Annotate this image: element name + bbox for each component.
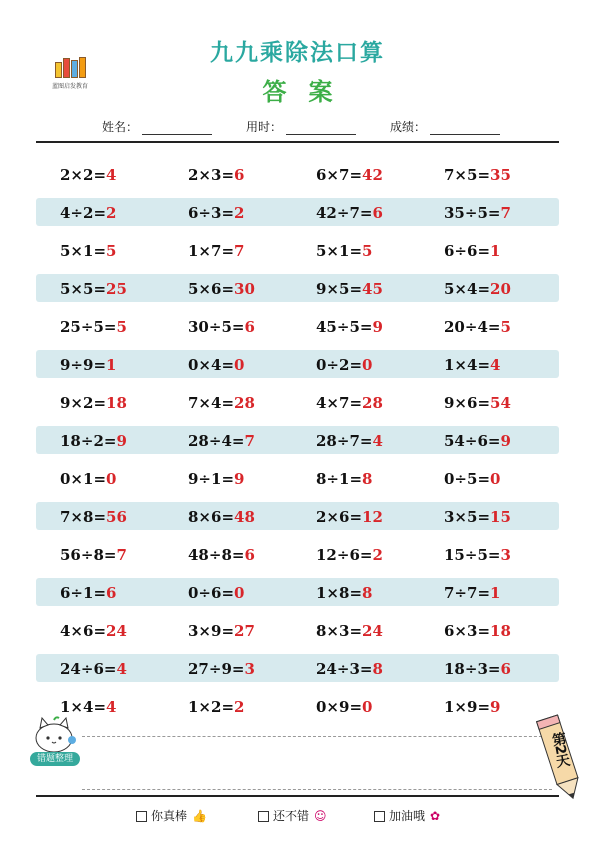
question: 2×6= bbox=[316, 508, 363, 526]
question: 0÷2= bbox=[316, 356, 363, 374]
problem-row bbox=[36, 578, 559, 606]
answer: 35 bbox=[490, 166, 511, 184]
problem-cell bbox=[60, 350, 116, 378]
answer: 9 bbox=[116, 432, 127, 450]
question: 7×8= bbox=[60, 508, 107, 526]
problem-cell bbox=[188, 198, 244, 226]
question: 6×7= bbox=[316, 166, 363, 184]
problem-cell bbox=[444, 388, 511, 416]
problem-cell bbox=[316, 578, 372, 606]
name-blank[interactable] bbox=[142, 122, 212, 135]
question: 25÷5= bbox=[60, 318, 117, 336]
answer: 6 bbox=[372, 204, 383, 222]
answer: 15 bbox=[490, 508, 511, 526]
question: 7×5= bbox=[444, 166, 491, 184]
answer: 25 bbox=[106, 280, 127, 298]
answer: 48 bbox=[234, 508, 255, 526]
problem-cell bbox=[444, 616, 511, 644]
cheer-bird-icon: ✿ bbox=[430, 809, 441, 823]
rating-label: 你真棒 bbox=[151, 809, 188, 823]
question: 4×7= bbox=[316, 394, 363, 412]
answer: 0 bbox=[490, 470, 501, 488]
question: 6÷6= bbox=[444, 242, 491, 260]
answer: 28 bbox=[234, 394, 255, 412]
question: 12÷6= bbox=[316, 546, 373, 564]
question: 0×4= bbox=[188, 356, 235, 374]
page-subtitle: 答案 bbox=[262, 78, 355, 106]
problem-cell bbox=[316, 388, 383, 416]
answer: 27 bbox=[234, 622, 255, 640]
problem-cell bbox=[188, 654, 255, 682]
rating-checkbox[interactable] bbox=[136, 811, 147, 822]
question: 1×8= bbox=[316, 584, 363, 602]
question: 5×1= bbox=[60, 242, 107, 260]
question: 5×6= bbox=[188, 280, 235, 298]
question: 20÷4= bbox=[444, 318, 501, 336]
answer: 7 bbox=[244, 432, 255, 450]
answer: 2 bbox=[234, 204, 245, 222]
header-divider bbox=[36, 141, 559, 143]
question: 1×4= bbox=[444, 356, 491, 374]
answer: 4 bbox=[372, 432, 383, 450]
problem-row bbox=[36, 616, 559, 644]
question: 27÷9= bbox=[188, 660, 245, 678]
answer: 2 bbox=[234, 698, 245, 716]
problem-cell bbox=[444, 236, 500, 264]
question: 9×5= bbox=[316, 280, 363, 298]
answer: 5 bbox=[362, 242, 373, 260]
question: 6×3= bbox=[444, 622, 491, 640]
question: 30÷5= bbox=[188, 318, 245, 336]
time-label: 用时： bbox=[246, 120, 283, 134]
question: 7÷7= bbox=[444, 584, 491, 602]
answer: 56 bbox=[106, 508, 127, 526]
problem-cell bbox=[316, 616, 383, 644]
problem-cell bbox=[316, 502, 383, 530]
problem-row bbox=[36, 426, 559, 454]
problem-cell bbox=[60, 502, 127, 530]
rating-option[interactable] bbox=[258, 807, 327, 824]
answer: 6 bbox=[234, 166, 245, 184]
answer: 1 bbox=[106, 356, 117, 374]
question: 4÷2= bbox=[60, 204, 107, 222]
question: 1×4= bbox=[60, 698, 107, 716]
answer: 7 bbox=[500, 204, 511, 222]
problem-cell bbox=[316, 274, 383, 302]
question: 35÷5= bbox=[444, 204, 501, 222]
problem-cell bbox=[444, 160, 511, 188]
problem-row bbox=[36, 502, 559, 530]
problem-cell bbox=[60, 388, 127, 416]
problem-cell bbox=[60, 426, 127, 454]
answer: 5 bbox=[500, 318, 511, 336]
problem-row bbox=[36, 198, 559, 226]
problem-row bbox=[36, 236, 559, 264]
answer: 4 bbox=[116, 660, 127, 678]
question: 6÷3= bbox=[188, 204, 235, 222]
answer: 0 bbox=[106, 470, 117, 488]
problem-grid bbox=[36, 160, 559, 730]
problem-row bbox=[36, 654, 559, 682]
cat-mascot-icon bbox=[30, 716, 82, 756]
answer: 0 bbox=[362, 356, 373, 374]
answer: 0 bbox=[362, 698, 373, 716]
problem-cell bbox=[316, 426, 383, 454]
rating-option[interactable] bbox=[136, 807, 207, 824]
problem-cell bbox=[316, 654, 383, 682]
mascot bbox=[30, 716, 82, 772]
problem-cell bbox=[444, 654, 511, 682]
question: 1×2= bbox=[188, 698, 235, 716]
problem-cell bbox=[444, 312, 511, 340]
answer: 5 bbox=[116, 318, 127, 336]
question: 8×3= bbox=[316, 622, 363, 640]
question: 24÷6= bbox=[60, 660, 117, 678]
question: 54÷6= bbox=[444, 432, 501, 450]
score-field[interactable] bbox=[390, 118, 500, 135]
problem-cell bbox=[316, 236, 372, 264]
answer: 24 bbox=[106, 622, 127, 640]
name-field[interactable] bbox=[102, 118, 212, 135]
problem-cell bbox=[444, 540, 511, 568]
question: 8×6= bbox=[188, 508, 235, 526]
problem-cell bbox=[60, 274, 127, 302]
question: 18÷2= bbox=[60, 432, 117, 450]
answer: 18 bbox=[106, 394, 127, 412]
question: 9×2= bbox=[60, 394, 107, 412]
answer: 8 bbox=[362, 470, 373, 488]
answer: 4 bbox=[106, 698, 117, 716]
answer: 54 bbox=[490, 394, 511, 412]
problem-row bbox=[36, 274, 559, 302]
answer: 18 bbox=[490, 622, 511, 640]
question: 9×6= bbox=[444, 394, 491, 412]
problem-cell bbox=[60, 616, 127, 644]
problem-cell bbox=[188, 578, 244, 606]
question: 9÷9= bbox=[60, 356, 107, 374]
problem-cell bbox=[444, 578, 500, 606]
score-label: 成绩： bbox=[390, 120, 427, 134]
problem-cell bbox=[444, 464, 500, 492]
problem-cell bbox=[60, 654, 127, 682]
problem-cell bbox=[188, 616, 255, 644]
problem-row bbox=[36, 160, 559, 188]
answer: 7 bbox=[116, 546, 127, 564]
answer: 3 bbox=[244, 660, 255, 678]
mistakes-label: 错题整理 bbox=[30, 752, 80, 766]
question: 5×4= bbox=[444, 280, 491, 298]
problem-cell bbox=[444, 692, 500, 720]
question: 7×4= bbox=[188, 394, 235, 412]
question: 0×9= bbox=[316, 698, 363, 716]
answer: 9 bbox=[372, 318, 383, 336]
cat-face-icon: ☺ bbox=[314, 809, 327, 823]
answer: 6 bbox=[244, 546, 255, 564]
problem-cell bbox=[188, 502, 255, 530]
problem-cell bbox=[60, 578, 116, 606]
question: 1×9= bbox=[444, 698, 491, 716]
answer: 42 bbox=[362, 166, 383, 184]
problem-cell bbox=[316, 160, 383, 188]
answer: 2 bbox=[372, 546, 383, 564]
answer: 45 bbox=[362, 280, 383, 298]
problem-cell bbox=[316, 350, 372, 378]
problem-cell bbox=[188, 312, 255, 340]
score-blank[interactable] bbox=[430, 122, 500, 135]
problem-cell bbox=[444, 350, 500, 378]
rating-option[interactable] bbox=[374, 807, 440, 824]
answer: 12 bbox=[362, 508, 383, 526]
footer-divider bbox=[36, 795, 559, 797]
problem-cell bbox=[60, 198, 116, 226]
answer: 1 bbox=[490, 584, 501, 602]
problem-row bbox=[36, 312, 559, 340]
answer: 0 bbox=[234, 584, 245, 602]
question: 45÷5= bbox=[316, 318, 373, 336]
problem-cell bbox=[60, 312, 127, 340]
answer: 8 bbox=[372, 660, 383, 678]
question: 6÷1= bbox=[60, 584, 107, 602]
question: 0÷5= bbox=[444, 470, 491, 488]
day-badge: 第2天 bbox=[549, 730, 571, 768]
problem-cell bbox=[316, 198, 383, 226]
question: 0÷6= bbox=[188, 584, 235, 602]
problem-cell bbox=[444, 502, 511, 530]
question: 48÷8= bbox=[188, 546, 245, 564]
day-pencil bbox=[536, 712, 586, 804]
answer: 2 bbox=[106, 204, 117, 222]
problem-cell bbox=[60, 464, 116, 492]
answer: 1 bbox=[490, 242, 501, 260]
question: 2×3= bbox=[188, 166, 235, 184]
question: 15÷5= bbox=[444, 546, 501, 564]
question: 5×1= bbox=[316, 242, 363, 260]
name-label: 姓名： bbox=[102, 120, 139, 134]
rating-label: 还不错 bbox=[273, 809, 310, 823]
problem-cell bbox=[188, 350, 244, 378]
problem-cell bbox=[188, 274, 255, 302]
answer: 20 bbox=[490, 280, 511, 298]
answer: 6 bbox=[500, 660, 511, 678]
problem-cell bbox=[444, 198, 511, 226]
answer: 5 bbox=[106, 242, 117, 260]
time-blank[interactable] bbox=[286, 122, 356, 135]
answer: 6 bbox=[106, 584, 117, 602]
answer: 4 bbox=[490, 356, 501, 374]
thumbs-up-icon: 👍 bbox=[192, 809, 207, 823]
problem-cell bbox=[60, 540, 127, 568]
question: 42÷7= bbox=[316, 204, 373, 222]
question: 28÷4= bbox=[188, 432, 245, 450]
problem-cell bbox=[316, 464, 372, 492]
answer: 4 bbox=[106, 166, 117, 184]
question: 1×7= bbox=[188, 242, 235, 260]
problem-row bbox=[36, 350, 559, 378]
mistakes-box[interactable] bbox=[82, 736, 552, 790]
problem-row bbox=[36, 540, 559, 568]
answer: 9 bbox=[234, 470, 245, 488]
problem-cell bbox=[188, 692, 244, 720]
question: 0×1= bbox=[60, 470, 107, 488]
rating-checkbox[interactable] bbox=[374, 811, 385, 822]
question: 24÷3= bbox=[316, 660, 373, 678]
question: 4×6= bbox=[60, 622, 107, 640]
question: 28÷7= bbox=[316, 432, 373, 450]
problem-cell bbox=[188, 464, 244, 492]
question: 9÷1= bbox=[188, 470, 235, 488]
answer: 8 bbox=[362, 584, 373, 602]
answer: 9 bbox=[500, 432, 511, 450]
logo-caption: 蓝图启发教育 bbox=[52, 83, 89, 90]
answer: 28 bbox=[362, 394, 383, 412]
answer: 0 bbox=[234, 356, 245, 374]
rating-label: 加油哦 bbox=[389, 809, 426, 823]
problem-cell bbox=[316, 312, 383, 340]
time-field[interactable] bbox=[246, 118, 356, 135]
problem-row bbox=[36, 388, 559, 416]
answer: 3 bbox=[500, 546, 511, 564]
page-title: 九九乘除法口算 bbox=[210, 40, 385, 66]
question: 18÷3= bbox=[444, 660, 501, 678]
problem-cell bbox=[316, 540, 383, 568]
problem-cell bbox=[188, 388, 255, 416]
question: 8÷1= bbox=[316, 470, 363, 488]
question: 2×2= bbox=[60, 166, 107, 184]
problem-cell bbox=[188, 426, 255, 454]
answer: 6 bbox=[244, 318, 255, 336]
problem-cell bbox=[444, 274, 511, 302]
problem-row bbox=[36, 464, 559, 492]
question: 56÷8= bbox=[60, 546, 117, 564]
problem-cell bbox=[60, 236, 116, 264]
question: 3×9= bbox=[188, 622, 235, 640]
answer: 7 bbox=[234, 242, 245, 260]
answer: 24 bbox=[362, 622, 383, 640]
problem-cell bbox=[444, 426, 511, 454]
question: 5×5= bbox=[60, 280, 107, 298]
question: 3×5= bbox=[444, 508, 491, 526]
problem-cell bbox=[60, 160, 116, 188]
problem-cell bbox=[188, 160, 244, 188]
problem-cell bbox=[188, 540, 255, 568]
problem-row bbox=[36, 692, 559, 720]
rating-checkbox[interactable] bbox=[258, 811, 269, 822]
problem-cell bbox=[188, 236, 244, 264]
answer: 30 bbox=[234, 280, 255, 298]
answer: 9 bbox=[490, 698, 501, 716]
problem-cell bbox=[316, 692, 372, 720]
